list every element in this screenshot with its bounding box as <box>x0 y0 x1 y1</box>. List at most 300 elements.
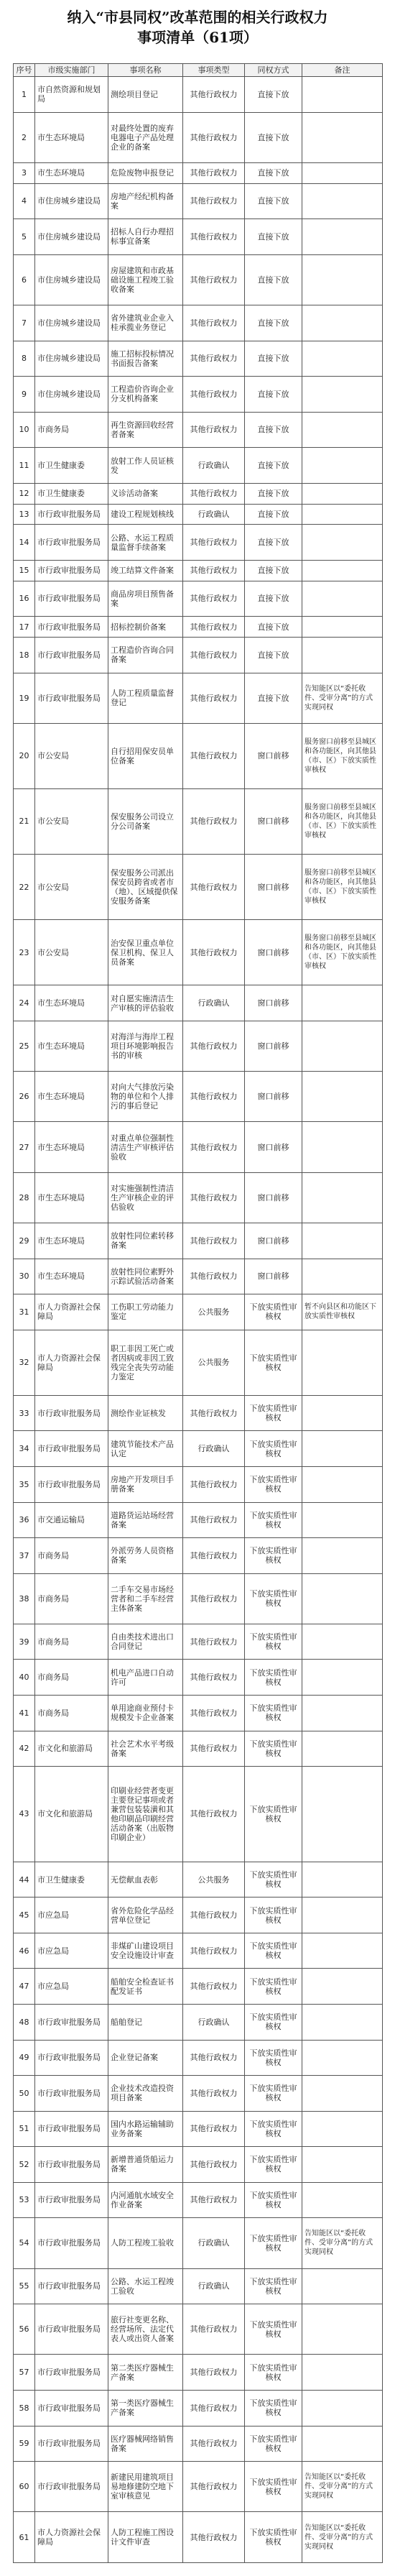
row-item-type: 其他行政权力 <box>183 1122 245 1172</box>
table-row <box>14 77 383 113</box>
row-item-type: 其他行政权力 <box>183 1969 245 2005</box>
row-note: 服务窗口前移至县城区和各功能区，向其他县（市、区）下放实质性审核权 <box>302 723 383 788</box>
row-department: 市人力资源社会保障局 <box>35 1330 108 1395</box>
row-item-type: 其他行政权力 <box>183 723 245 788</box>
row-item-type: 其他行政权力 <box>183 560 245 581</box>
row-item-type: 其他行政权力 <box>183 673 245 723</box>
table-row <box>14 560 383 581</box>
row-item-type: 其他行政权力 <box>183 1624 245 1660</box>
row-number: 52 <box>14 2147 35 2183</box>
row-department: 市行政审批服务局 <box>35 2076 108 2112</box>
row-number: 10 <box>14 412 35 448</box>
row-item-name: 对重点单位强制性清洁生产审核评估验收 <box>108 1122 183 1172</box>
row-item-type: 其他行政权力 <box>183 1466 245 1502</box>
row-number: 40 <box>14 1660 35 1696</box>
row-item-name: 无偿献血表彰 <box>108 1862 183 1898</box>
row-item-type: 其他行政权力 <box>183 1731 245 1767</box>
row-item-name: 测绘项目登记 <box>108 77 183 113</box>
table-row <box>14 1538 383 1574</box>
row-item-type: 行政确认 <box>183 1431 245 1467</box>
row-item-type: 行政确认 <box>183 2268 245 2304</box>
row-item-name: 房屋建筑和市政基础设施工程竣工验收备案 <box>108 254 183 305</box>
row-method: 窗口前移 <box>245 855 302 920</box>
row-department: 市生态环境局 <box>35 112 108 162</box>
row-department: 市行政审批服务局 <box>35 2391 108 2426</box>
row-item-name: 测绘作业证核发 <box>108 1395 183 1431</box>
row-item-type: 其他行政权力 <box>183 1395 245 1431</box>
table-row <box>14 855 383 920</box>
row-method: 直接下放 <box>245 377 302 413</box>
row-number: 60 <box>14 2462 35 2512</box>
row-department: 市行政审批服务局 <box>35 1431 108 1467</box>
row-number: 19 <box>14 673 35 723</box>
row-note: 告知能区以“委托收件、受审分离”的方式实现同权 <box>302 2512 383 2563</box>
row-item-name: 船舶安全检查证书配发证书 <box>108 1969 183 2005</box>
row-method: 下放实质性审核权 <box>245 1624 302 1660</box>
row-department: 市行政审批服务局 <box>35 525 108 561</box>
row-number: 49 <box>14 2040 35 2076</box>
row-item-type: 其他行政权力 <box>183 1172 245 1223</box>
row-note <box>302 1898 383 1933</box>
row-item-name: 新增普通货船运力备案 <box>108 2147 183 2183</box>
row-department: 市卫生健康委 <box>35 448 108 484</box>
row-note <box>302 637 383 673</box>
row-item-name: 职工非因工死亡或者因病或非因工致残完全丧失劳动能力鉴定 <box>108 1330 183 1395</box>
row-item-name: 人防工程竣工验收 <box>108 2218 183 2268</box>
row-item-type: 其他行政权力 <box>183 617 245 638</box>
row-department: 市行政审批服务局 <box>35 1395 108 1431</box>
row-department: 市应急局 <box>35 1933 108 1969</box>
table-row <box>14 723 383 788</box>
row-note <box>302 305 383 341</box>
row-item-name: 保安服务公司派出保安员跨省或者市（地）、区域提供保安服务备案 <box>108 855 183 920</box>
row-number: 55 <box>14 2268 35 2304</box>
row-item-name: 放射工作人员证核发 <box>108 448 183 484</box>
row-number: 12 <box>14 483 35 504</box>
table-row <box>14 504 383 525</box>
row-method: 直接下放 <box>245 254 302 305</box>
row-note <box>302 254 383 305</box>
row-method: 直接下放 <box>245 483 302 504</box>
row-department: 市商务局 <box>35 1696 108 1731</box>
row-item-name: 企业技术改造投资项目备案 <box>108 2076 183 2112</box>
row-item-name: 对海洋与海岸工程项目环境影响报告书的审核 <box>108 1021 183 1071</box>
row-item-type: 其他行政权力 <box>183 637 245 673</box>
table-row <box>14 1502 383 1538</box>
row-number: 28 <box>14 1172 35 1223</box>
row-method: 下放实质性审核权 <box>245 1573 302 1624</box>
row-department: 市生态环境局 <box>35 1021 108 1071</box>
row-department: 市住房城乡建设局 <box>35 254 108 305</box>
row-department: 市卫生健康委 <box>35 483 108 504</box>
table-row <box>14 788 383 854</box>
row-item-name: 放射性同位素野外示踪试验活动备案 <box>108 1259 183 1294</box>
row-department: 市行政审批服务局 <box>35 2182 108 2218</box>
table-row <box>14 1862 383 1898</box>
row-method: 直接下放 <box>245 77 302 113</box>
table-row <box>14 1122 383 1172</box>
row-number: 51 <box>14 2111 35 2147</box>
row-note: 告知能区以“委托收件、受审分离”的方式实现同权 <box>302 2462 383 2512</box>
row-item-type: 行政确认 <box>183 2218 245 2268</box>
row-method: 下放实质性审核权 <box>245 1696 302 1731</box>
row-method: 下放实质性审核权 <box>245 1898 302 1933</box>
row-number: 50 <box>14 2076 35 2112</box>
row-method: 直接下放 <box>245 305 302 341</box>
row-number: 34 <box>14 1431 35 1467</box>
table-row <box>14 673 383 723</box>
row-item-name: 机电产品进口自动许可 <box>108 1660 183 1696</box>
row-item-type: 其他行政权力 <box>183 1223 245 1259</box>
row-note <box>302 219 383 255</box>
row-note <box>302 1538 383 1574</box>
row-note <box>302 1696 383 1731</box>
items-table <box>13 63 383 2563</box>
row-method: 下放实质性审核权 <box>245 2512 302 2563</box>
row-item-name: 对最终处置的废弃电器电子产品处理企业的备案 <box>108 112 183 162</box>
row-item-name: 人防工程施工图设计文件审查 <box>108 2512 183 2563</box>
row-item-type: 其他行政权力 <box>183 2391 245 2426</box>
row-department: 市行政审批服务局 <box>35 637 108 673</box>
row-method: 下放实质性审核权 <box>245 1294 302 1330</box>
table-row <box>14 637 383 673</box>
row-number: 25 <box>14 1021 35 1071</box>
row-item-type: 其他行政权力 <box>183 162 245 183</box>
row-method: 直接下放 <box>245 581 302 617</box>
row-item-name: 招标控制价备案 <box>108 617 183 638</box>
row-note <box>302 2040 383 2076</box>
row-department: 市行政审批服务局 <box>35 2040 108 2076</box>
row-item-name: 内河通航水域安全作业备案 <box>108 2182 183 2218</box>
row-item-name: 第一类医疗器械生产备案 <box>108 2391 183 2426</box>
row-item-name: 对自愿实施清洁生产审核的评估验收 <box>108 985 183 1021</box>
row-number: 54 <box>14 2218 35 2268</box>
row-number: 20 <box>14 723 35 788</box>
row-item-type: 其他行政权力 <box>183 1660 245 1696</box>
table-row <box>14 1767 383 1862</box>
row-number: 53 <box>14 2182 35 2218</box>
row-method: 下放实质性审核权 <box>245 1395 302 1431</box>
row-note <box>302 1395 383 1431</box>
row-item-name: 印刷业经营者变更主要登记事项或者兼营包装装潢和其他印刷品印刷经营活动备案（出版物印刷企业） <box>108 1767 183 1862</box>
row-department: 市生态环境局 <box>35 162 108 183</box>
row-note <box>302 162 383 183</box>
row-department: 市人力资源社会保障局 <box>35 2512 108 2563</box>
row-item-type: 其他行政权力 <box>183 1933 245 1969</box>
row-item-type: 其他行政权力 <box>183 2512 245 2563</box>
row-number: 3 <box>14 162 35 183</box>
row-item-name: 第二类医疗器械生产备案 <box>108 2355 183 2391</box>
row-method: 窗口前移 <box>245 1122 302 1172</box>
row-note <box>302 183 383 219</box>
row-item-type: 公共服务 <box>183 1862 245 1898</box>
row-note <box>302 77 383 113</box>
row-note <box>302 1259 383 1294</box>
header-name: 事项名称 <box>108 64 183 77</box>
row-department: 市行政审批服务局 <box>35 504 108 525</box>
row-number: 18 <box>14 637 35 673</box>
row-item-name: 公路、水运工程质量监督手续备案 <box>108 525 183 561</box>
row-number: 33 <box>14 1395 35 1431</box>
table-row <box>14 1259 383 1294</box>
row-method: 直接下放 <box>245 673 302 723</box>
row-item-name: 医疗器械网络销售备案 <box>108 2426 183 2462</box>
row-item-name: 自由类技术进出口合同登记 <box>108 1624 183 1660</box>
row-item-name: 房地产开发项目手册备案 <box>108 1466 183 1502</box>
row-item-name: 对实施强制性清洁生产审核企业的评估验收 <box>108 1172 183 1223</box>
row-method: 下放实质性审核权 <box>245 1862 302 1898</box>
row-department: 市行政审批服务局 <box>35 2268 108 2304</box>
row-method: 直接下放 <box>245 412 302 448</box>
row-number: 22 <box>14 855 35 920</box>
row-item-name: 施工招标投标情况书面报告备案 <box>108 341 183 377</box>
row-item-name: 建筑节能技术产品认定 <box>108 1431 183 1467</box>
row-note <box>302 617 383 638</box>
row-number: 6 <box>14 254 35 305</box>
row-method: 窗口前移 <box>245 920 302 985</box>
table-row <box>14 2462 383 2512</box>
row-method: 下放实质性审核权 <box>245 1933 302 1969</box>
table-row <box>14 1466 383 1502</box>
row-item-name: 国内水路运输辅助业务备案 <box>108 2111 183 2147</box>
row-item-name: 人防工程质量监督登记 <box>108 673 183 723</box>
row-note <box>302 1933 383 1969</box>
row-note <box>302 2426 383 2462</box>
row-note <box>302 2004 383 2040</box>
row-method: 直接下放 <box>245 504 302 525</box>
row-number: 14 <box>14 525 35 561</box>
row-number: 47 <box>14 1969 35 2005</box>
row-number: 48 <box>14 2004 35 2040</box>
row-item-type: 其他行政权力 <box>183 1072 245 1122</box>
table-row <box>14 1431 383 1467</box>
row-item-name: 自行招用保安员单位备案 <box>108 723 183 788</box>
row-item-name: 放射性同位素转移备案 <box>108 1223 183 1259</box>
row-note <box>302 1431 383 1467</box>
row-department: 市卫生健康委 <box>35 1862 108 1898</box>
row-note: 暂不向县区和功能区下放实质性审核权 <box>302 1294 383 1330</box>
row-method: 窗口前移 <box>245 1072 302 1122</box>
row-note <box>302 581 383 617</box>
row-department: 市行政审批服务局 <box>35 1466 108 1502</box>
row-number: 36 <box>14 1502 35 1538</box>
table-row <box>14 483 383 504</box>
table-row <box>14 2182 383 2218</box>
table-row <box>14 1172 383 1223</box>
row-number: 9 <box>14 377 35 413</box>
row-note <box>302 1072 383 1122</box>
row-item-type: 其他行政权力 <box>183 1021 245 1071</box>
table-row <box>14 112 383 162</box>
document-title <box>0 0 395 52</box>
row-number: 61 <box>14 2512 35 2563</box>
table-row <box>14 2218 383 2268</box>
row-item-name: 企业登记备案 <box>108 2040 183 2076</box>
row-department: 市行政审批服务局 <box>35 2304 108 2355</box>
row-note: 服务窗口前移至县城区和各功能区，向其他县（市、区）下放实质性审核权 <box>302 788 383 854</box>
row-department: 市生态环境局 <box>35 1259 108 1294</box>
row-method: 直接下放 <box>245 525 302 561</box>
row-number: 15 <box>14 560 35 581</box>
row-item-name: 非煤矿山建设项目安全设施设计审查 <box>108 1933 183 1969</box>
row-department: 市生态环境局 <box>35 1172 108 1223</box>
table-row <box>14 1696 383 1731</box>
row-number: 23 <box>14 920 35 985</box>
row-number: 44 <box>14 1862 35 1898</box>
row-item-name: 社会艺术水平考级备案 <box>108 1731 183 1767</box>
table-row <box>14 1072 383 1122</box>
row-number: 13 <box>14 504 35 525</box>
table-row <box>14 2268 383 2304</box>
row-item-name: 危险废物申报登记 <box>108 162 183 183</box>
table-row <box>14 162 383 183</box>
row-number: 39 <box>14 1624 35 1660</box>
row-note: 告知能区以“委托收件、受审分离”的方式实现同权 <box>302 673 383 723</box>
row-item-name: 房地产经纪机构备案 <box>108 183 183 219</box>
row-item-type: 其他行政权力 <box>183 1767 245 1862</box>
row-method: 窗口前移 <box>245 1223 302 1259</box>
table-row <box>14 1969 383 2005</box>
row-department: 市行政审批服务局 <box>35 581 108 617</box>
row-method: 窗口前移 <box>245 723 302 788</box>
row-note <box>302 1969 383 2005</box>
row-number: 5 <box>14 219 35 255</box>
row-department: 市行政审批服务局 <box>35 2462 108 2512</box>
row-note: 告知能区以“委托收件、受审分离”的方式实现同权 <box>302 2218 383 2268</box>
row-method: 下放实质性审核权 <box>245 2218 302 2268</box>
header-dept: 市级实施部门 <box>35 64 108 77</box>
row-note: 服务窗口前移至县城区和各功能区，向其他县（市、区）下放实质性审核权 <box>302 920 383 985</box>
row-item-type: 其他行政权力 <box>183 219 245 255</box>
table-row <box>14 2512 383 2563</box>
table-row <box>14 183 383 219</box>
row-note: 服务窗口前移至县城区和各功能区，向其他县（市、区）下放实质性审核权 <box>302 855 383 920</box>
row-department: 市行政审批服务局 <box>35 2218 108 2268</box>
row-item-name: 对向大气排放污染物的单位和个人排污的事后登记 <box>108 1072 183 1122</box>
row-item-type: 行政确认 <box>183 504 245 525</box>
table-row <box>14 525 383 561</box>
row-item-type: 其他行政权力 <box>183 483 245 504</box>
table-row <box>14 305 383 341</box>
row-item-name: 招标人自行办理招标事宜备案 <box>108 219 183 255</box>
row-item-type: 其他行政权力 <box>183 183 245 219</box>
row-number: 59 <box>14 2426 35 2462</box>
row-item-name: 工程造价咨询合同备案 <box>108 637 183 673</box>
row-note <box>302 1021 383 1071</box>
row-item-type: 公共服务 <box>183 1294 245 1330</box>
row-department: 市人力资源社会保障局 <box>35 1294 108 1330</box>
row-note <box>302 1122 383 1172</box>
row-item-type: 其他行政权力 <box>183 254 245 305</box>
row-note <box>302 2182 383 2218</box>
row-item-name: 义诊活动备案 <box>108 483 183 504</box>
table-row <box>14 341 383 377</box>
row-number: 21 <box>14 788 35 854</box>
row-note <box>302 1731 383 1767</box>
row-item-name: 二手车交易市场经营者和二手车经营主体备案 <box>108 1573 183 1624</box>
row-department: 市行政审批服务局 <box>35 560 108 581</box>
row-item-type: 其他行政权力 <box>183 2111 245 2147</box>
table-row <box>14 617 383 638</box>
table-row <box>14 581 383 617</box>
row-item-name: 船舶登记 <box>108 2004 183 2040</box>
row-note <box>302 448 383 484</box>
row-item-name: 道路货运站场经营备案 <box>108 1502 183 1538</box>
row-method: 直接下放 <box>245 112 302 162</box>
row-method: 下放实质性审核权 <box>245 2268 302 2304</box>
row-note <box>302 1573 383 1624</box>
row-note <box>302 1223 383 1259</box>
row-method: 下放实质性审核权 <box>245 1502 302 1538</box>
row-department: 市交通运输局 <box>35 1502 108 1538</box>
row-method: 下放实质性审核权 <box>245 2355 302 2391</box>
table-row <box>14 1731 383 1767</box>
row-method: 窗口前移 <box>245 788 302 854</box>
row-department: 市生态环境局 <box>35 985 108 1021</box>
row-number: 57 <box>14 2355 35 2391</box>
row-method: 窗口前移 <box>245 985 302 1021</box>
row-method: 下放实质性审核权 <box>245 2391 302 2426</box>
row-method: 下放实质性审核权 <box>245 1969 302 2005</box>
row-department: 市商务局 <box>35 412 108 448</box>
row-item-type: 其他行政权力 <box>183 2355 245 2391</box>
row-number: 17 <box>14 617 35 638</box>
row-number: 45 <box>14 1898 35 1933</box>
row-item-type: 其他行政权力 <box>183 2426 245 2462</box>
row-item-type: 其他行政权力 <box>183 525 245 561</box>
row-item-type: 其他行政权力 <box>183 2076 245 2112</box>
row-note <box>302 1624 383 1660</box>
row-number: 7 <box>14 305 35 341</box>
row-item-name: 公路、水运工程竣工验收 <box>108 2268 183 2304</box>
header-type: 事项类型 <box>183 64 245 77</box>
row-item-type: 其他行政权力 <box>183 2462 245 2512</box>
row-number: 43 <box>14 1767 35 1862</box>
table-row <box>14 2355 383 2391</box>
row-item-type: 其他行政权力 <box>183 2182 245 2218</box>
table-row <box>14 2040 383 2076</box>
row-number: 2 <box>14 112 35 162</box>
row-number: 58 <box>14 2391 35 2426</box>
row-note <box>302 1502 383 1538</box>
row-note <box>302 1172 383 1223</box>
row-method: 下放实质性审核权 <box>245 2304 302 2355</box>
row-item-type: 其他行政权力 <box>183 377 245 413</box>
row-department: 市生态环境局 <box>35 1072 108 1122</box>
table-row <box>14 2111 383 2147</box>
row-method: 下放实质性审核权 <box>245 1660 302 1696</box>
table-row <box>14 2426 383 2462</box>
table-row <box>14 1021 383 1071</box>
row-number: 4 <box>14 183 35 219</box>
row-method: 下放实质性审核权 <box>245 2076 302 2112</box>
row-department: 市生态环境局 <box>35 1223 108 1259</box>
table-row <box>14 2076 383 2112</box>
row-item-name: 新建民用建筑项目易地修建防空地下室审核意见 <box>108 2462 183 2512</box>
row-note <box>302 2111 383 2147</box>
row-method: 窗口前移 <box>245 1021 302 1071</box>
title-line-1: 纳入“市县同权”改革范围的相关行政权力 <box>67 9 328 26</box>
row-item-type: 其他行政权力 <box>183 412 245 448</box>
row-note <box>302 2147 383 2183</box>
row-number: 24 <box>14 985 35 1021</box>
row-department: 市住房城乡建设局 <box>35 341 108 377</box>
row-note <box>302 483 383 504</box>
row-note <box>302 525 383 561</box>
row-item-type: 其他行政权力 <box>183 2040 245 2076</box>
row-note <box>302 2268 383 2304</box>
row-method: 下放实质性审核权 <box>245 2426 302 2462</box>
